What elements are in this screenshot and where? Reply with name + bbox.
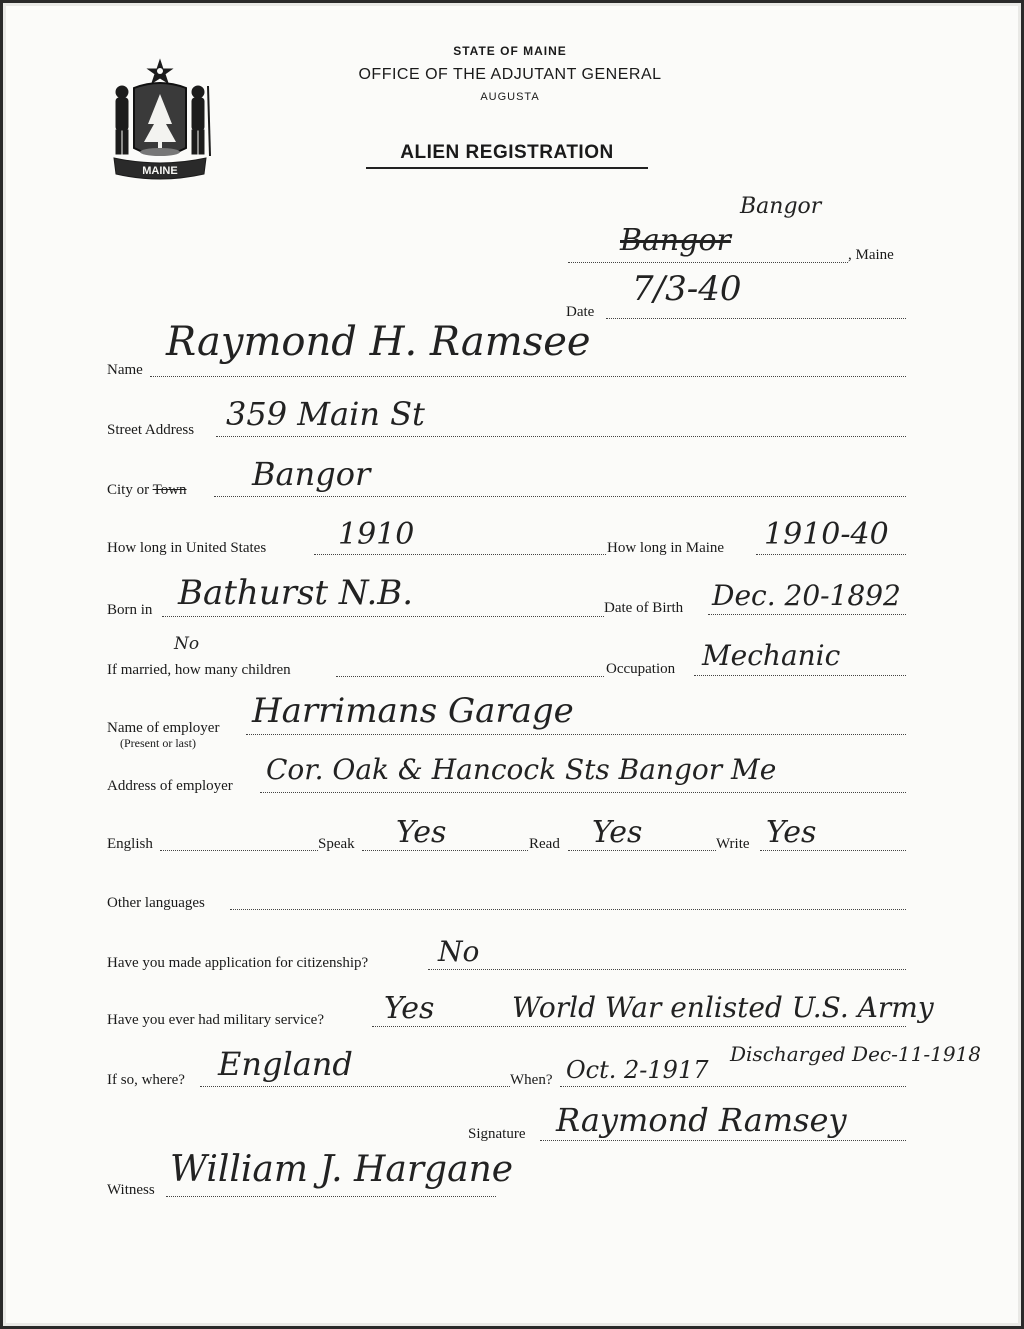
speak-label: Speak [318,836,355,852]
military-detail: World War enlisted U.S. Army [512,991,934,1024]
city-label-prefix: City or [107,482,150,498]
military-label: Have you ever had military service? [107,1012,324,1028]
witness-value: William J. Hargane [170,1149,514,1190]
where-label: If so, where? [107,1072,185,1088]
date-of-birth-value: Dec. 20-1892 [712,579,901,612]
city-line [214,496,906,497]
name-label: Name [107,362,143,378]
write-value: Yes [766,815,817,850]
how-long-us-line [314,554,606,555]
signature-label: Signature [468,1126,526,1142]
when-value: Oct. 2-1917 [566,1056,709,1084]
citizenship-line [428,969,906,970]
married-value: No [174,634,200,654]
form-title: ALIEN REGISTRATION [366,142,648,169]
citizenship-label: Have you made application for citizenship? [107,955,369,971]
military-value: Yes [384,991,435,1026]
other-languages-label: Other languages [107,895,205,911]
location-struck-value: Bangor [620,223,731,258]
other-languages-line [230,909,906,910]
discharged-value: Discharged Dec-11-1918 [730,1042,981,1066]
employer-line [246,734,906,735]
seal-motto: MAINE [142,165,178,177]
occupation-label: Occupation [606,661,676,677]
how-long-us-value: 1910 [338,517,415,552]
witness-line [166,1196,496,1197]
location-line [568,262,848,263]
employer-address-line [260,792,906,793]
witness-label: Witness [107,1182,155,1198]
employer-value: Harrimans Garage [252,691,574,731]
read-line [568,850,716,851]
name-value: Raymond H. Ramsee [166,319,591,365]
letterhead [300,44,720,103]
street-address-value: 359 Main St [226,395,425,433]
write-label: Write [716,836,750,852]
employer-address-value: Cor. Oak & Hancock Sts Bangor Me [266,753,777,786]
write-line [760,850,906,851]
when-line [560,1086,906,1087]
born-in-label: Born in [107,602,153,618]
location-state-label: , Maine [848,247,894,263]
occupation-line [694,675,906,676]
speak-value: Yes [396,815,447,850]
date-line [606,318,906,319]
how-long-us-label: How long in United States [107,540,267,556]
english-line [160,850,318,851]
signature-line [540,1140,906,1141]
street-address-line [216,436,906,437]
married-label: If married, how many children [107,662,291,678]
date-label: Date [566,304,595,320]
date-of-birth-label: Date of Birth [604,600,684,616]
military-line [372,1026,906,1027]
where-value: England [218,1045,353,1083]
born-in-value: Bathurst N.B. [178,573,414,613]
when-label: When? [510,1072,553,1088]
city-value: Bangor [252,455,371,493]
born-in-line [162,616,604,617]
citizenship-value: No [438,935,480,968]
employer-label: Name of employer [107,720,220,736]
how-long-maine-line [756,554,906,555]
employer-address-label: Address of employer [107,778,233,794]
date-value: 7/3-40 [632,269,742,309]
read-label: Read [529,836,560,852]
employer-sublabel: (Present or last) [120,736,196,750]
city-label [107,482,187,499]
how-long-maine-value: 1910-40 [764,517,889,552]
street-address-label: Street Address [107,422,195,438]
english-label: English [107,836,153,852]
location-corrected-value: Bangor [740,194,822,219]
where-line [200,1086,510,1087]
how-long-maine-label: How long in Maine [607,540,725,556]
city-label-struck: Town [152,482,187,498]
letterhead-office: OFFICE OF THE ADJUTANT GENERAL [358,66,662,83]
letterhead-state: STATE OF MAINE [453,44,567,58]
occupation-value: Mechanic [702,639,841,672]
letterhead-city: AUGUSTA [480,91,540,103]
date-of-birth-line [708,614,906,615]
married-line [336,676,604,677]
read-value: Yes [592,815,643,850]
speak-line [362,850,528,851]
signature-value: Raymond Ramsey [556,1101,847,1139]
maine-state-seal [104,56,216,188]
name-line [150,376,906,377]
